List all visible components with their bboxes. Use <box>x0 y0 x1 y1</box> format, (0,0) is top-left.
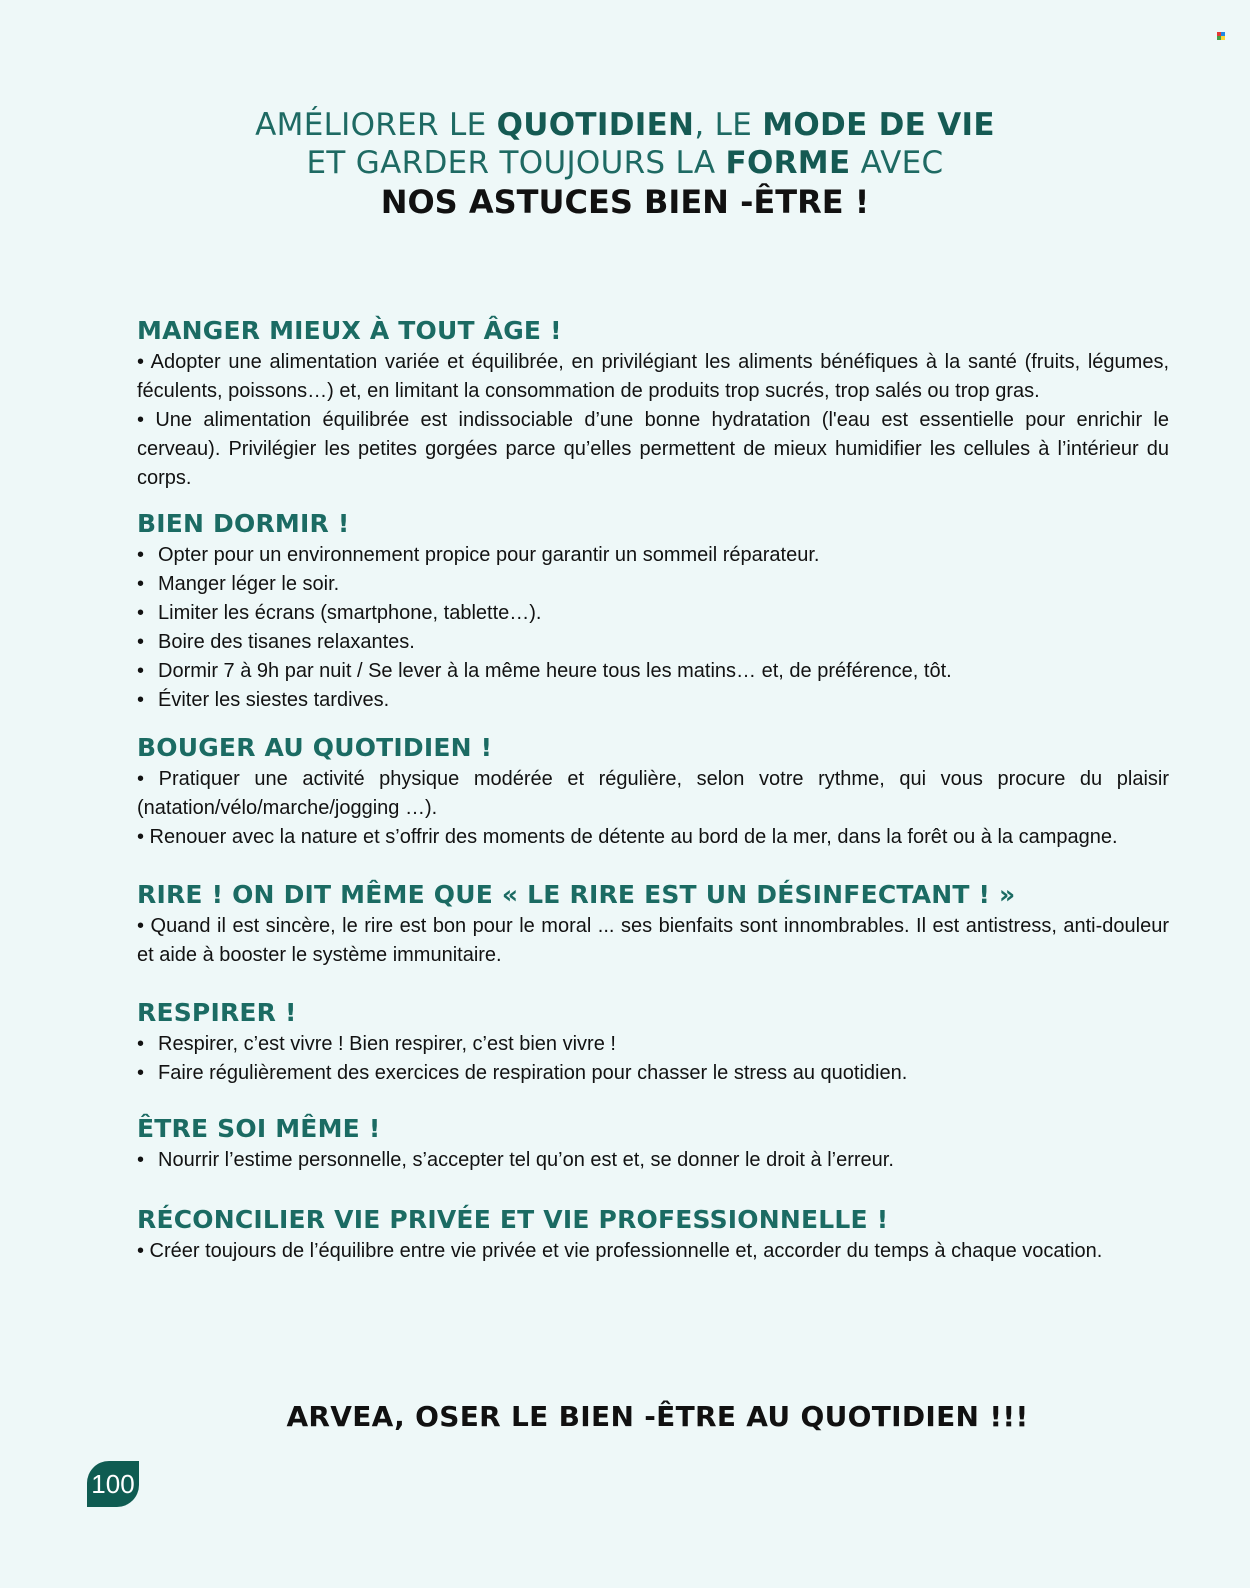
section-etre <box>137 1112 1169 1175</box>
header-line-3: NOS ASTUCES BIEN -ÊTRE ! <box>380 183 870 221</box>
section-manger <box>137 314 1169 493</box>
bullet-list <box>137 541 1169 715</box>
section-paragraph: • Créer toujours de l’équilibre entre vie privée et vie professionnelle et, accorder du temps à chaque vocation. <box>137 1240 1103 1262</box>
color-mark-icon <box>1217 32 1225 40</box>
section-paragraph: • Pratiquer une activité physique modérée et régulière, selon votre rythme, qui vous procure du plaisir (natation/vélo/marche/jogging …). <box>137 768 1169 819</box>
section-paragraph: • Une alimentation équilibrée est indissociable d’une bonne hydratation (l'eau est essentielle pour enrichir le cerveau). Privilégier les petites gorgées parce qu’elles permettent de mieux humidifier les cellules à l’intérieur du corps. <box>137 409 1169 489</box>
section-title: RIRE ! ON DIT MÊME QUE « LE RIRE EST UN DÉSINFECTANT ! » <box>137 880 1016 909</box>
closing-slogan: ARVEA, OSER LE BIEN -ÊTRE AU QUOTIDIEN !!! <box>286 1400 1029 1433</box>
section-paragraph: • Quand il est sincère, le rire est bon pour le moral ... ses bienfaits sont innombrables. Il est antistress, anti-douleur et aide à booster le système immunitaire. <box>137 915 1169 966</box>
section-title: BIEN DORMIR ! <box>137 509 350 538</box>
tips-content <box>137 314 1169 1266</box>
header-text: AVEC <box>850 145 944 181</box>
section-title: ÊTRE SOI MÊME ! <box>137 1114 381 1143</box>
section-title: RESPIRER ! <box>137 998 297 1027</box>
section-reconcilier <box>137 1203 1169 1266</box>
bullet-list <box>137 1146 1169 1175</box>
page-header <box>0 106 1250 222</box>
list-item: • Opter pour un environnement propice pour garantir un sommeil réparateur. <box>137 541 1169 570</box>
section-dormir <box>137 507 1169 715</box>
section-paragraph: • Renouer avec la nature et s’offrir des moments de détente au bord de la mer, dans la forêt ou à la campagne. <box>137 826 1118 848</box>
section-title: BOUGER AU QUOTIDIEN ! <box>137 733 493 762</box>
section-title: MANGER MIEUX À TOUT ÂGE ! <box>137 316 562 345</box>
list-item: • Manger léger le soir. <box>137 570 1169 599</box>
page-number-badge: 100 <box>87 1461 139 1507</box>
section-respirer <box>137 996 1169 1088</box>
list-item: • Nourrir l’estime personnelle, s’accepter tel qu’on est et, se donner le droit à l’erreur. <box>137 1146 1169 1175</box>
list-item: • Dormir 7 à 9h par nuit / Se lever à la même heure tous les matins… et, de préférence, tôt. <box>137 657 1169 686</box>
list-item: • Limiter les écrans (smartphone, tablette…). <box>137 599 1169 628</box>
header-line-2 <box>0 144 1250 182</box>
section-title: RÉCONCILIER VIE PRIVÉE ET VIE PROFESSIONNELLE ! <box>137 1205 889 1234</box>
list-item: • Faire régulièrement des exercices de respiration pour chasser le stress au quotidien. <box>137 1059 1169 1088</box>
section-paragraph: • Adopter une alimentation variée et équilibrée, en privilégiant les aliments bénéfiques à la santé (fruits, légumes, féculents, poissons…) et, en limitant la consommation de produits trop sucrés, trop salés ou trop gras. <box>137 351 1169 402</box>
header-line-1 <box>0 106 1250 144</box>
section-rire <box>137 878 1169 970</box>
header-emphasis: FORME <box>725 145 851 181</box>
list-item: • Boire des tisanes relaxantes. <box>137 628 1169 657</box>
list-item: • Éviter les siestes tardives. <box>137 686 1169 715</box>
header-text: AMÉLIORER LE <box>255 107 497 143</box>
header-emphasis: QUOTIDIEN <box>496 107 695 143</box>
bullet-list <box>137 1030 1169 1088</box>
header-text: , LE <box>694 107 763 143</box>
section-bouger <box>137 731 1169 852</box>
list-item: • Respirer, c’est vivre ! Bien respirer, c’est bien vivre ! <box>137 1030 1169 1059</box>
header-emphasis: MODE DE VIE <box>762 107 995 143</box>
header-text: ET GARDER TOUJOURS LA <box>306 145 726 181</box>
